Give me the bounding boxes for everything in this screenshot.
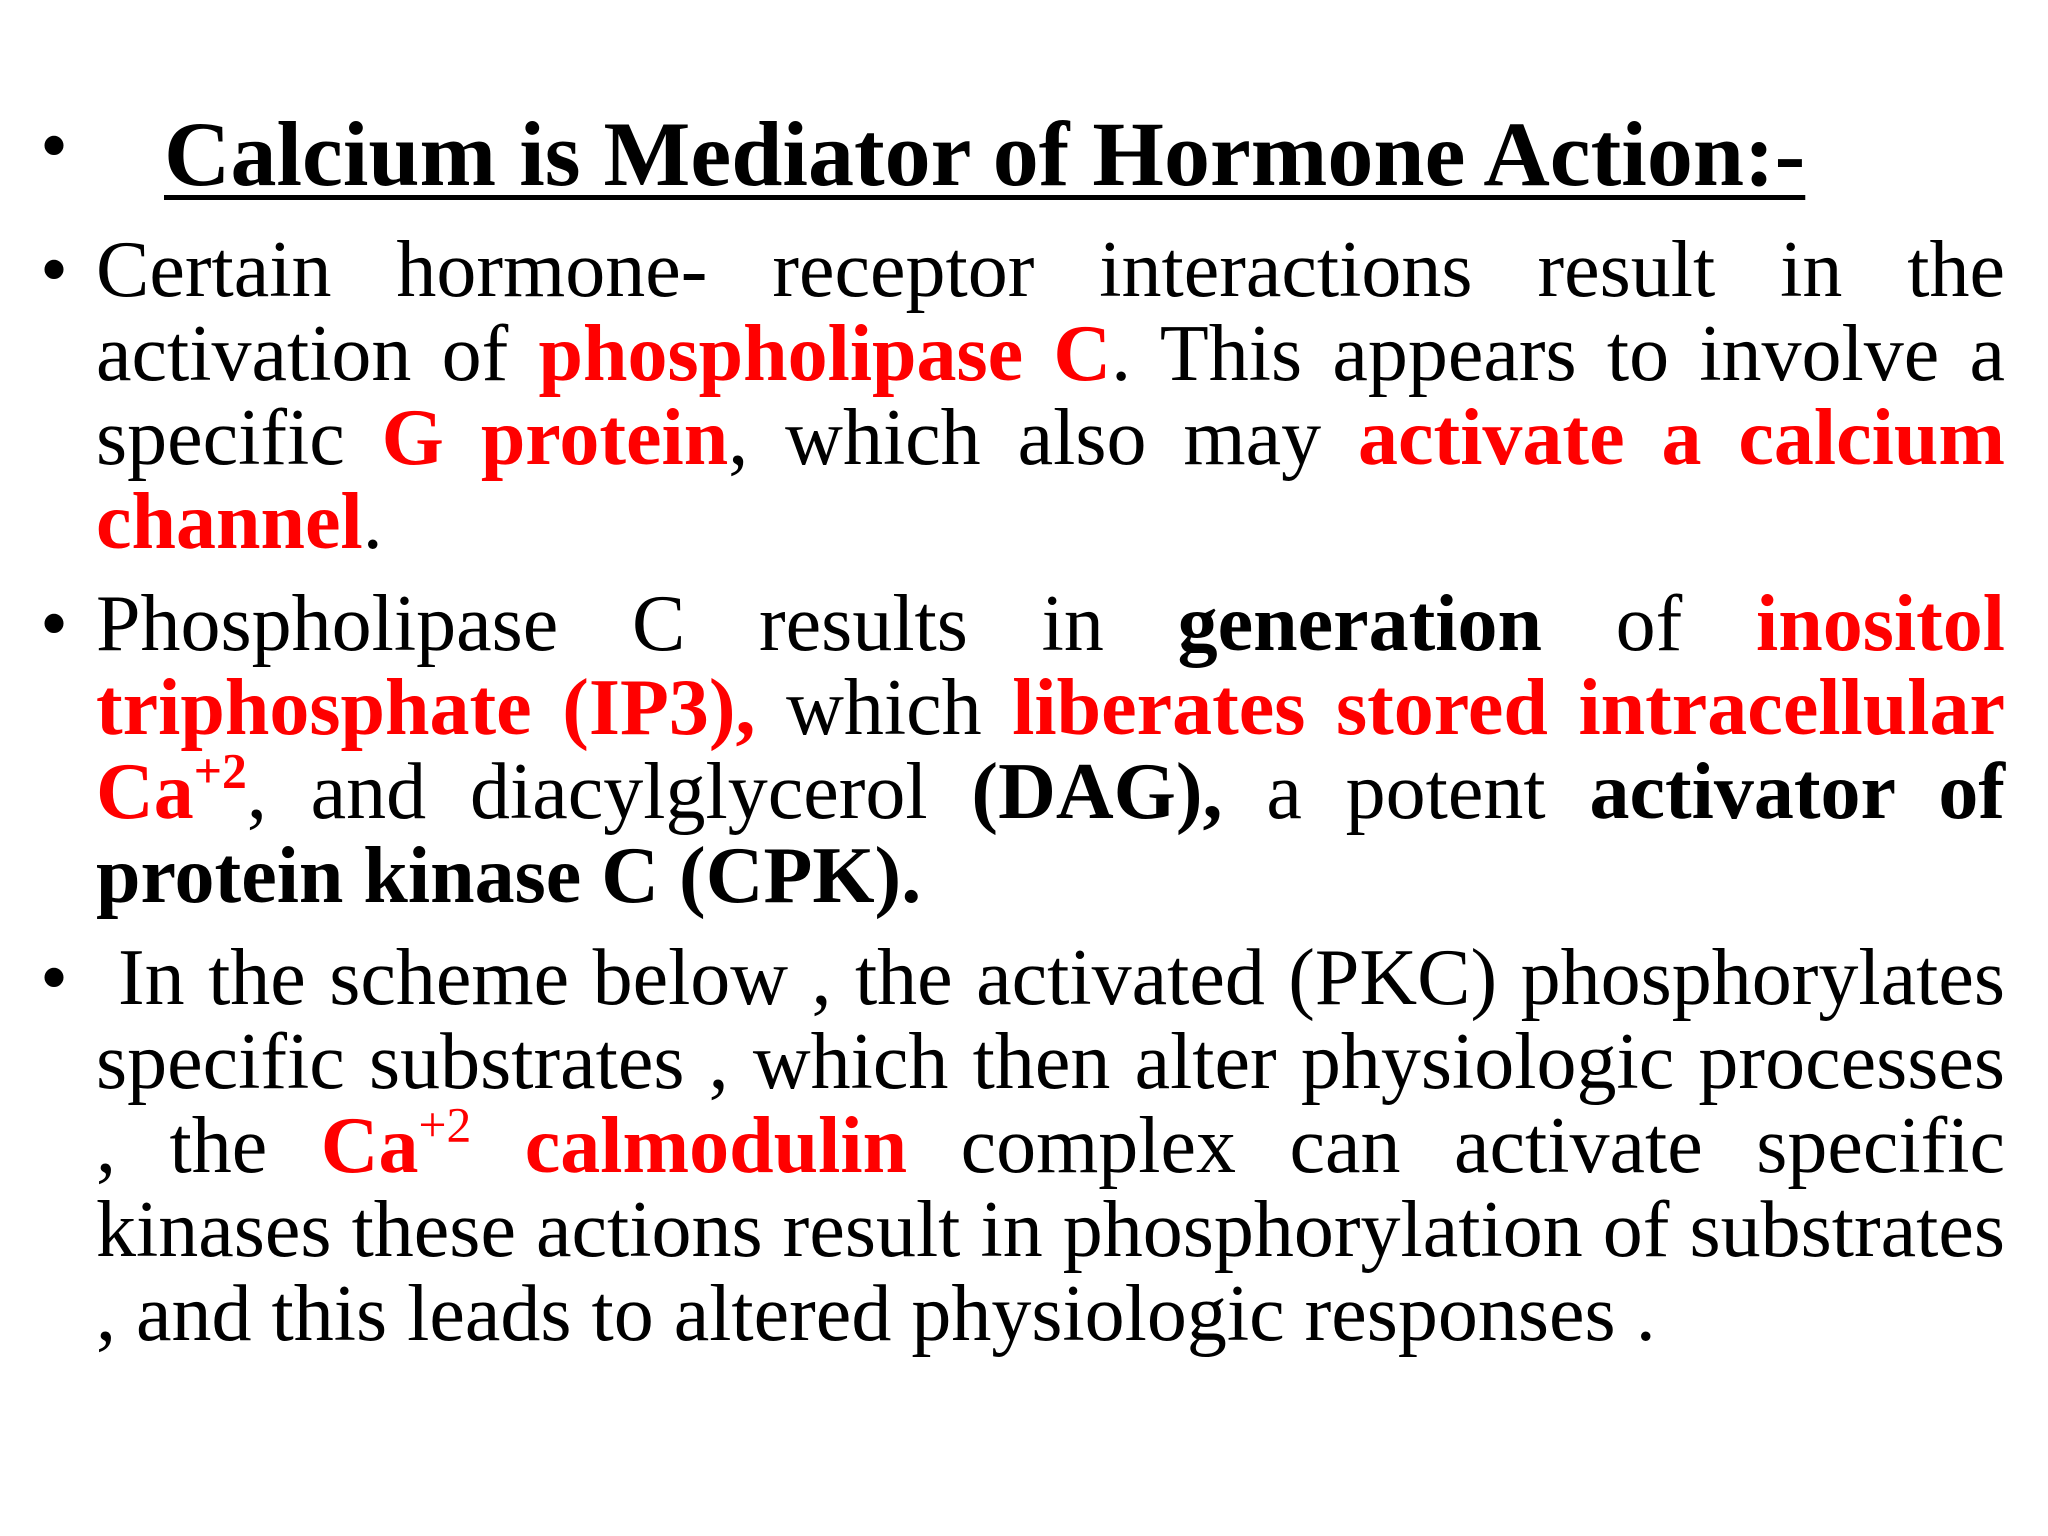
bullet-dot: • [40,102,69,190]
paragraph-2 [96,582,2005,918]
text-run: . [362,478,383,566]
bold-run: activator of protein kinase C (CPK). [96,748,2006,920]
text-run: Phospholipase C results in [96,580,1178,668]
text-run: which [755,664,1013,752]
highlight-run: calmodulin [471,1102,908,1190]
paragraph-1 [96,228,2005,564]
text-run: , which also may [728,394,1359,482]
text-run: Certain hormone- receptor interactions result in the activation of [96,226,2005,398]
bullet-dot: • [40,934,69,1022]
superscript: +2 [193,743,247,799]
highlight-run: inositol triphosphate (IP3), [96,580,2005,752]
text-run: a potent [1222,748,1590,836]
text-run: complex can activate specific kinases these actions result in phosphorylation of substrates , and this leads to altered physiologic responses . [96,1102,2005,1358]
text-run: . This appears to involve a specific [96,310,2005,482]
highlight-run: activate a calcium channel [96,394,2006,566]
text-run: In the scheme below , the activated (PKC) phosphorylates specific substrates , which then alter physiologic processes , the [96,934,2005,1190]
highlight-run: G protein [381,394,729,482]
text-run: of [1541,580,1757,668]
superscript: +2 [418,1097,472,1153]
bold-run: (DAG), [971,748,1223,836]
text-run: , and diacylglycerol [246,748,972,836]
bullet-dot: • [40,580,69,668]
highlight-run: Ca [320,1102,419,1190]
bullet-dot: • [40,226,69,314]
bold-run: generation [1177,580,1542,668]
highlight-run: phospholipase C [538,310,1112,398]
slide-title: Calcium is Mediator of Hormone Action:- [164,103,1806,205]
paragraph-3 [96,936,2005,1356]
highlight-run: liberates stored intracellular Ca [96,664,2006,836]
